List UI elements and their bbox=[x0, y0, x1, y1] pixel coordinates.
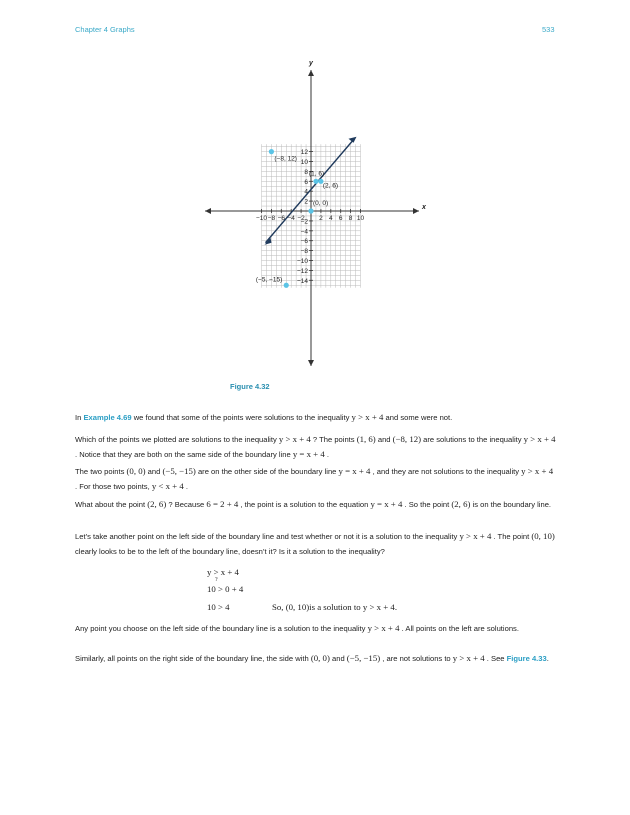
x-tick-label: 4 bbox=[328, 215, 333, 222]
math-line-3: 10 > 4 bbox=[207, 602, 230, 612]
y-tick-label: 8 bbox=[304, 168, 308, 176]
math-line-2: 10 > 0 + 4 ? bbox=[207, 577, 244, 594]
y-tick-label: −10 bbox=[296, 258, 308, 265]
point-label: (0, 0) bbox=[313, 200, 329, 207]
paragraph-7: Similarly, all points on the right side of the boundary line, the side with (0, 0) and (−5, −15) , are not solutions to y > x + 4 . See Figure 4.33. bbox=[75, 653, 549, 663]
chapter-header: Chapter 4 Graphs bbox=[75, 25, 135, 34]
y-tick-label: 6 bbox=[304, 178, 308, 186]
data-point bbox=[284, 283, 289, 288]
y-tick-label: 2 bbox=[304, 198, 308, 206]
x-tick-label: −10 bbox=[255, 215, 268, 222]
y-tick-label: −2 bbox=[300, 218, 308, 226]
x-tick-label: −2 bbox=[297, 215, 305, 222]
y-tick-label: −4 bbox=[300, 228, 308, 236]
page-number: 533 bbox=[542, 25, 555, 34]
point-label: (2, 6) bbox=[322, 182, 339, 190]
figure-link[interactable]: Figure 4.33 bbox=[506, 654, 547, 663]
data-point bbox=[269, 149, 274, 154]
x-tick-label: 10 bbox=[356, 215, 365, 222]
x-axis-label: x bbox=[422, 204, 426, 211]
point-label: (−8, 12) bbox=[274, 155, 297, 163]
paragraph-2: Which of the points we plotted are solutions to the inequality y > x + 4 ? The points (1, 6) and (−8, 12) are solutions to the inequality y > x + 4 . Notice that they are both on the same side of the boundary line y = x + 4 . bbox=[75, 434, 556, 459]
math-line-3-note: So, (0, 10)is a solution to y > x + 4. bbox=[272, 602, 398, 612]
coordinate-graph bbox=[0, 0, 630, 380]
question-mark: ? bbox=[215, 577, 218, 583]
paragraph-1: In Example 4.69 we found that some of the points were solutions to the inequality y > x + 4 and some were not. bbox=[75, 412, 453, 422]
paragraph-3: The two points (0, 0) and (−5, −15) are on the other side of the boundary line y = x + 4 , and they are not solutions to the inequality y > x + 4 . For those two points, y < x + 4 . bbox=[75, 466, 554, 491]
x-tick-label: −6 bbox=[277, 215, 286, 222]
x-tick-label: −8 bbox=[267, 215, 276, 222]
y-tick-label: −14 bbox=[296, 277, 308, 285]
y-tick-label: 12 bbox=[300, 149, 308, 157]
x-tick-label: 8 bbox=[348, 215, 353, 222]
point-label: (1, 6) bbox=[308, 170, 325, 178]
x-tick-label: 6 bbox=[338, 215, 343, 222]
x-tick-label: 2 bbox=[319, 215, 323, 222]
point-label: (−5, −15) bbox=[255, 276, 283, 284]
figure-caption: Figure 4.32 bbox=[230, 382, 270, 391]
y-tick-label: −8 bbox=[300, 248, 308, 256]
paragraph-5: Let’s take another point on the left side of the boundary line and test whether or not it is a solution to the inequality y > x + 4 . The point (0, 10) clearly looks to be to the left of the boundary line, doesn’t it? Is it a solution to the inequality? bbox=[75, 531, 555, 556]
y-tick-label: −12 bbox=[296, 267, 308, 275]
y-tick-label: 10 bbox=[300, 159, 308, 166]
y-tick-label: 4 bbox=[304, 188, 308, 196]
paragraph-4: What about the point (2, 6) ? Because 6 = 2 + 4 , the point is a solution to the equation y = x + 4 . So the point (2, 6) is on the boundary line. bbox=[75, 499, 552, 509]
paragraph-6: Any point you choose on the left side of the boundary line is a solution to the inequality y > x + 4 . All points on the left are solutions. bbox=[75, 623, 519, 633]
math-line-1: y > x + 4 bbox=[207, 567, 239, 577]
y-axis-label: y bbox=[309, 60, 313, 67]
boundary-line-arrow-end bbox=[349, 137, 357, 143]
data-point bbox=[313, 179, 318, 184]
y-tick-label: −6 bbox=[300, 238, 308, 246]
example-link[interactable]: Example 4.69 bbox=[83, 413, 132, 422]
x-tick-label: −4 bbox=[287, 215, 295, 222]
data-point bbox=[308, 208, 313, 213]
